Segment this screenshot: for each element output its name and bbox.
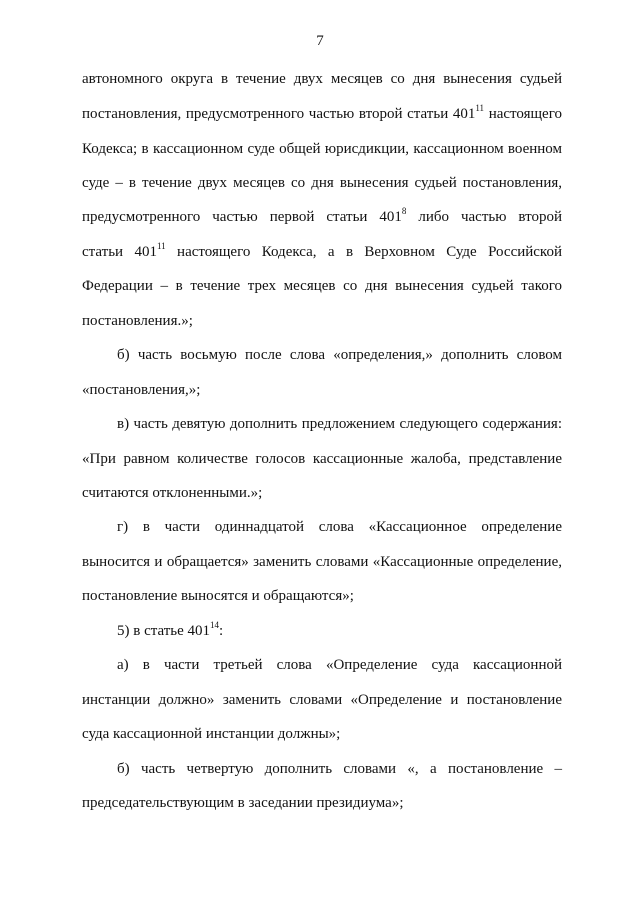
text-line-2 (82, 105, 562, 123)
paragraph-v-line-1: в) часть девятую дополнить предложением следующего содержания: (117, 416, 562, 432)
paragraph-b-line-2: «постановления,»; (82, 382, 201, 398)
text-line-5-main: предусмотренного частью первой статьи 401 (82, 209, 402, 225)
text-line-1: автономного округа в течение двух месяцев со дня вынесения судьей (82, 71, 562, 87)
paragraph-g-line-1: г) в части одиннадцатой слова «Кассационное определение (117, 519, 562, 535)
text-line-8: постановления.»; (82, 313, 193, 329)
superscript-article-number: 11 (156, 241, 166, 251)
paragraph-a-line-2: инстанции должно» заменить словами «Определение и постановление (82, 692, 562, 708)
superscript-article-number: 11 (475, 103, 485, 113)
paragraph-g-line-2: выносится и обращается» заменить словами «Кассационные определение, (82, 554, 562, 570)
item-5-colon: : (219, 623, 224, 639)
paragraph-a-line-3: суда кассационной инстанции должны»; (82, 726, 341, 742)
text-line-6-main: статьи 401 (82, 244, 157, 260)
paragraph-v-line-2: «При равном количестве голосов кассационные жалоба, представление (82, 451, 562, 467)
paragraph-a-line-1: а) в части третьей слова «Определение суда кассационной (117, 657, 562, 673)
paragraph-b2-line-1: б) часть четвертую дополнить словами «, а постановление – (117, 761, 562, 777)
item-5-text: 5) в статье 401 (117, 623, 211, 639)
item-5-heading (117, 622, 562, 640)
page-number: 7 (316, 33, 324, 49)
text-line-2-tail: настоящего (484, 106, 562, 122)
text-line-4: суде – в течение двух месяцев со дня вынесения судьей постановления, (82, 175, 562, 191)
paragraph-v-line-3: считаются отклоненными.»; (82, 485, 263, 501)
text-line-6 (82, 243, 562, 261)
text-line-5-tail: либо частью второй (406, 209, 562, 225)
paragraph-b-line-1: б) часть восьмую после слова «определения,» дополнить словом (117, 347, 562, 363)
paragraph-b2-line-2: председательствующим в заседании президиума»; (82, 795, 404, 811)
text-line-5 (82, 208, 562, 226)
text-line-6-tail: настоящего Кодекса, а в Верховном Суде Российской (165, 244, 562, 260)
text-line-2-main: постановления, предусмотренного частью второй статьи 401 (82, 106, 476, 122)
superscript-article-number: 14 (210, 620, 220, 630)
text-line-7: Федерации – в течение трех месяцев со дня вынесения судьей такого (82, 278, 562, 294)
paragraph-g-line-3: постановление выносятся и обращаются»; (82, 588, 354, 604)
text-line-3: Кодекса; в кассационном суде общей юрисдикции, кассационном военном (82, 141, 562, 157)
superscript-article-number: 8 (401, 206, 407, 216)
